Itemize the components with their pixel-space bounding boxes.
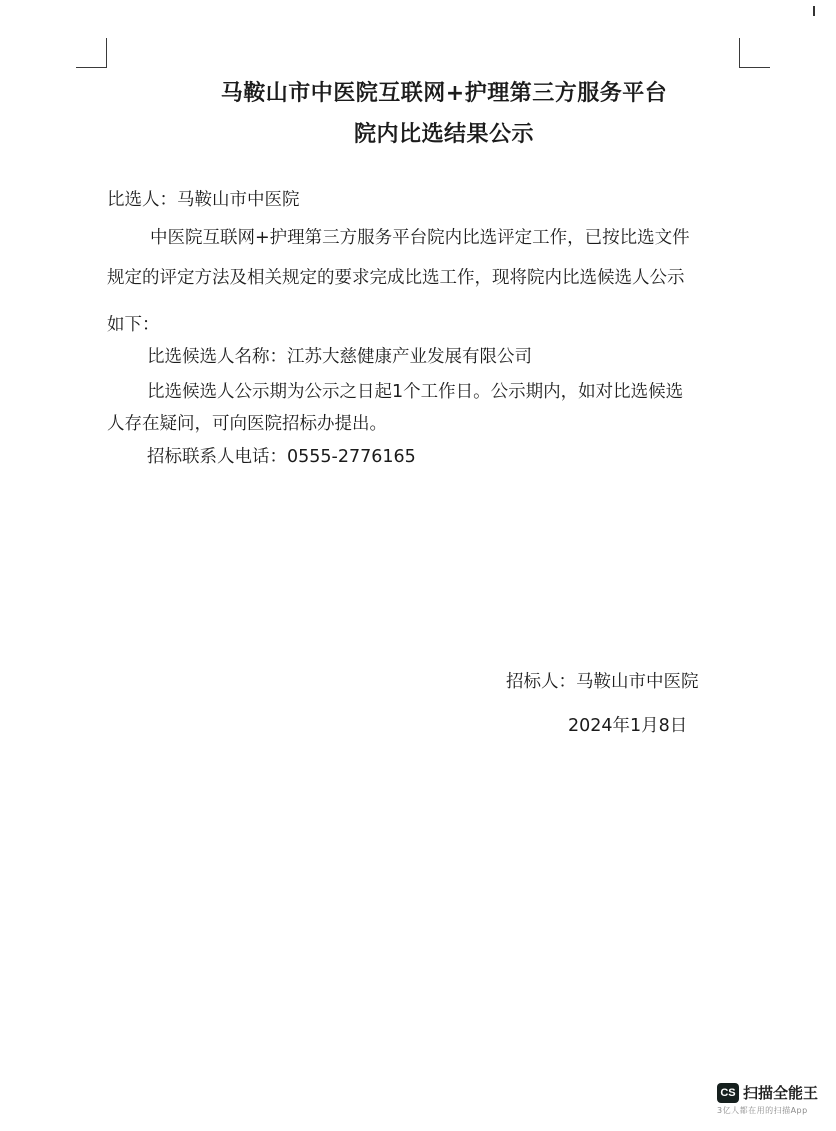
crop-mark-top-right-vertical (739, 38, 740, 68)
paragraph1-line3: 如下： (107, 315, 160, 335)
camscanner-app-name: 扫描全能王 (743, 1084, 819, 1102)
paragraph2-line2: 人存在疑问，可向医院招标办提出。 (107, 414, 387, 434)
contact-phone-line: 招标联系人电话：0555-2776165 (147, 447, 416, 467)
document-title-line1: 马鞍山市中医院互联网+护理第三方服务平台 (220, 81, 668, 106)
bidder-line: 比选人：马鞍山市中医院 (107, 190, 300, 210)
date-line: 2024年1月8日 (568, 716, 688, 736)
paragraph1-line2: 规定的评定方法及相关规定的要求完成比选工作，现将院内比选候选人公示 (107, 268, 685, 288)
camscanner-tagline: 3亿人都在用的扫描App (717, 1106, 808, 1115)
camscanner-watermark (717, 1081, 829, 1119)
crop-mark-top-left-vertical (106, 38, 107, 68)
camscanner-logo-icon: CS (717, 1083, 739, 1103)
crop-mark-top-left-horizontal (76, 67, 107, 68)
document-title-line2: 院内比选结果公示 (353, 122, 534, 147)
paragraph1-line1: 中医院互联网+护理第三方服务平台院内比选评定工作，已按比选文件 (150, 228, 690, 248)
edge-tick-mark (813, 6, 815, 16)
signature-line: 招标人：马鞍山市中医院 (506, 672, 699, 692)
paragraph2-line1: 比选候选人公示期为公示之日起1个工作日。公示期内，如对比选候选 (147, 382, 684, 402)
crop-mark-top-right-horizontal (739, 67, 770, 68)
candidate-line: 比选候选人名称：江苏大慈健康产业发展有限公司 (147, 347, 532, 367)
